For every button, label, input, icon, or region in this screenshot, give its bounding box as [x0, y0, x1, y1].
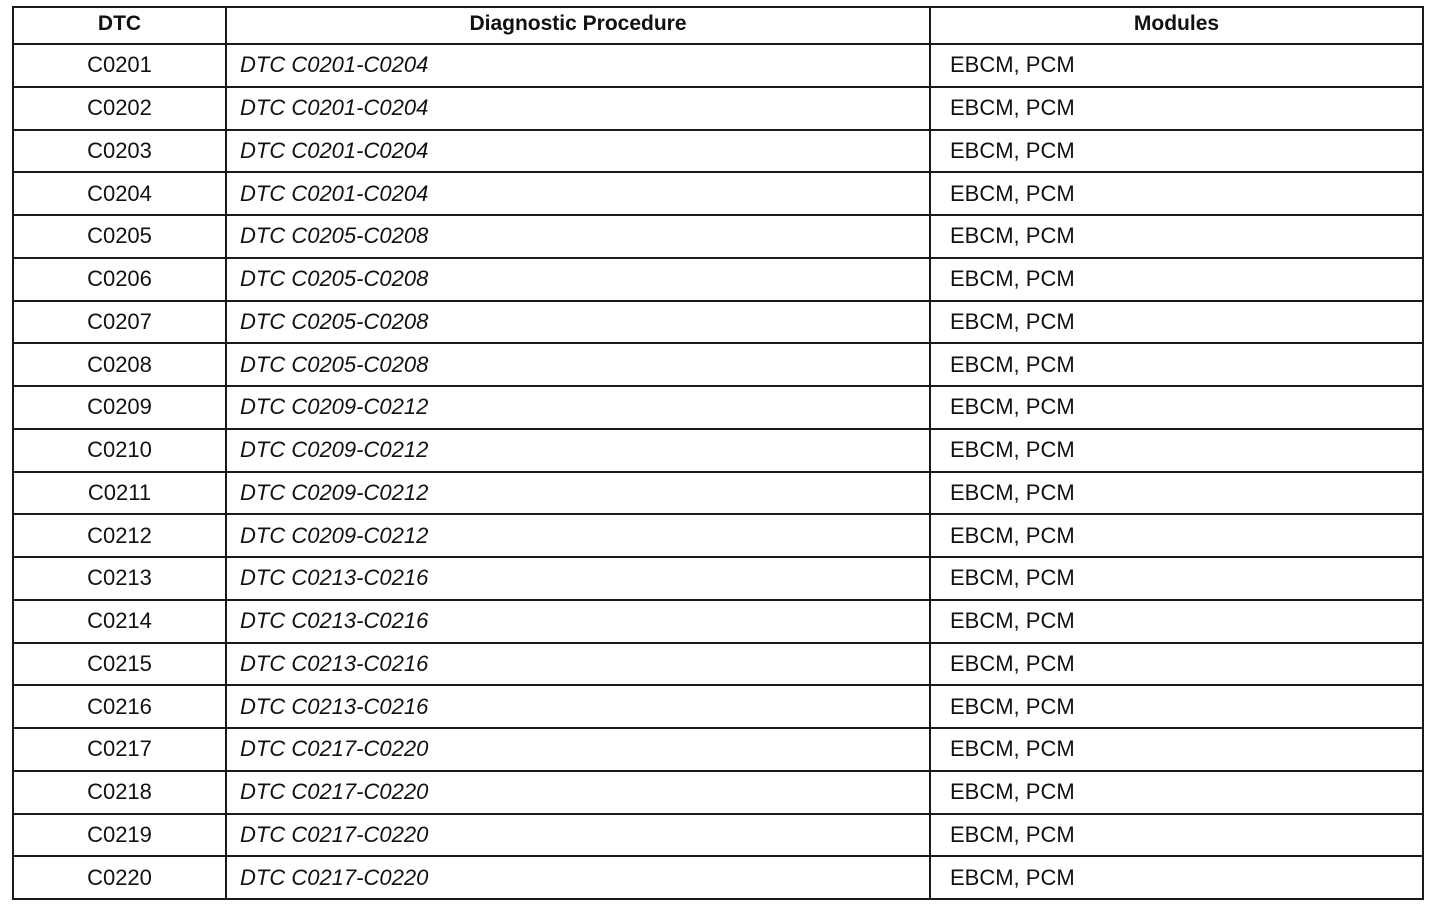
table-row: [13, 557, 1423, 600]
diagnostic-procedure-cell: DTC C0201-C0204: [226, 87, 930, 130]
table-row: [13, 343, 1423, 386]
table-row: [13, 514, 1423, 557]
diagnostic-procedure-cell: DTC C0205-C0208: [226, 258, 930, 301]
dtc-code-cell: C0210: [13, 429, 226, 472]
table-row: [13, 728, 1423, 771]
modules-cell: EBCM, PCM: [930, 386, 1423, 429]
dtc-code-cell: C0205: [13, 215, 226, 258]
table-body: [13, 44, 1423, 899]
dtc-code-cell: C0213: [13, 557, 226, 600]
modules-cell: EBCM, PCM: [930, 343, 1423, 386]
table-row: [13, 130, 1423, 173]
dtc-code-cell: C0206: [13, 258, 226, 301]
modules-cell: EBCM, PCM: [930, 728, 1423, 771]
column-header-modules: Modules: [930, 7, 1423, 44]
dtc-table: [12, 6, 1424, 900]
dtc-code-cell: C0218: [13, 771, 226, 814]
diagnostic-procedure-cell: DTC C0209-C0212: [226, 514, 930, 557]
diagnostic-procedure-cell: DTC C0205-C0208: [226, 215, 930, 258]
table-row: [13, 172, 1423, 215]
diagnostic-procedure-cell: DTC C0205-C0208: [226, 301, 930, 344]
dtc-code-cell: C0219: [13, 814, 226, 857]
table-row: [13, 87, 1423, 130]
modules-cell: EBCM, PCM: [930, 258, 1423, 301]
table-row: [13, 856, 1423, 899]
diagnostic-procedure-cell: DTC C0213-C0216: [226, 600, 930, 643]
column-header-dtc: DTC: [13, 7, 226, 44]
diagnostic-procedure-cell: DTC C0209-C0212: [226, 472, 930, 515]
diagnostic-procedure-cell: DTC C0217-C0220: [226, 814, 930, 857]
dtc-code-cell: C0201: [13, 44, 226, 87]
diagnostic-procedure-cell: DTC C0209-C0212: [226, 429, 930, 472]
dtc-code-cell: C0203: [13, 130, 226, 173]
table-row: [13, 429, 1423, 472]
modules-cell: EBCM, PCM: [930, 172, 1423, 215]
table-row: [13, 44, 1423, 87]
modules-cell: EBCM, PCM: [930, 557, 1423, 600]
dtc-code-cell: C0207: [13, 301, 226, 344]
table-row: [13, 258, 1423, 301]
modules-cell: EBCM, PCM: [930, 429, 1423, 472]
diagnostic-procedure-cell: DTC C0201-C0204: [226, 44, 930, 87]
dtc-code-cell: C0212: [13, 514, 226, 557]
diagnostic-procedure-cell: DTC C0209-C0212: [226, 386, 930, 429]
table-row: [13, 771, 1423, 814]
modules-cell: EBCM, PCM: [930, 771, 1423, 814]
diagnostic-procedure-cell: DTC C0213-C0216: [226, 557, 930, 600]
table-row: [13, 685, 1423, 728]
modules-cell: EBCM, PCM: [930, 472, 1423, 515]
dtc-code-cell: C0202: [13, 87, 226, 130]
column-header-diagnostic-procedure: Diagnostic Procedure: [226, 7, 930, 44]
diagnostic-procedure-cell: DTC C0213-C0216: [226, 685, 930, 728]
dtc-code-cell: C0214: [13, 600, 226, 643]
modules-cell: EBCM, PCM: [930, 643, 1423, 686]
dtc-code-cell: C0204: [13, 172, 226, 215]
diagnostic-procedure-cell: DTC C0217-C0220: [226, 728, 930, 771]
modules-cell: EBCM, PCM: [930, 215, 1423, 258]
table-row: [13, 215, 1423, 258]
diagnostic-procedure-cell: DTC C0217-C0220: [226, 771, 930, 814]
table-row: [13, 643, 1423, 686]
modules-cell: EBCM, PCM: [930, 856, 1423, 899]
diagnostic-procedure-cell: DTC C0213-C0216: [226, 643, 930, 686]
modules-cell: EBCM, PCM: [930, 301, 1423, 344]
dtc-code-cell: C0220: [13, 856, 226, 899]
modules-cell: EBCM, PCM: [930, 514, 1423, 557]
dtc-code-cell: C0209: [13, 386, 226, 429]
dtc-code-cell: C0217: [13, 728, 226, 771]
modules-cell: EBCM, PCM: [930, 87, 1423, 130]
modules-cell: EBCM, PCM: [930, 44, 1423, 87]
table-row: [13, 301, 1423, 344]
modules-cell: EBCM, PCM: [930, 130, 1423, 173]
diagnostic-procedure-cell: DTC C0201-C0204: [226, 130, 930, 173]
dtc-code-cell: C0211: [13, 472, 226, 515]
dtc-code-cell: C0216: [13, 685, 226, 728]
diagnostic-procedure-cell: DTC C0205-C0208: [226, 343, 930, 386]
dtc-code-cell: C0208: [13, 343, 226, 386]
modules-cell: EBCM, PCM: [930, 685, 1423, 728]
dtc-code-cell: C0215: [13, 643, 226, 686]
diagnostic-procedure-cell: DTC C0201-C0204: [226, 172, 930, 215]
diagnostic-procedure-cell: DTC C0217-C0220: [226, 856, 930, 899]
table-row: [13, 814, 1423, 857]
table-header-row: [13, 7, 1423, 44]
table-row: [13, 600, 1423, 643]
table-row: [13, 386, 1423, 429]
modules-cell: EBCM, PCM: [930, 600, 1423, 643]
modules-cell: EBCM, PCM: [930, 814, 1423, 857]
table-row: [13, 472, 1423, 515]
